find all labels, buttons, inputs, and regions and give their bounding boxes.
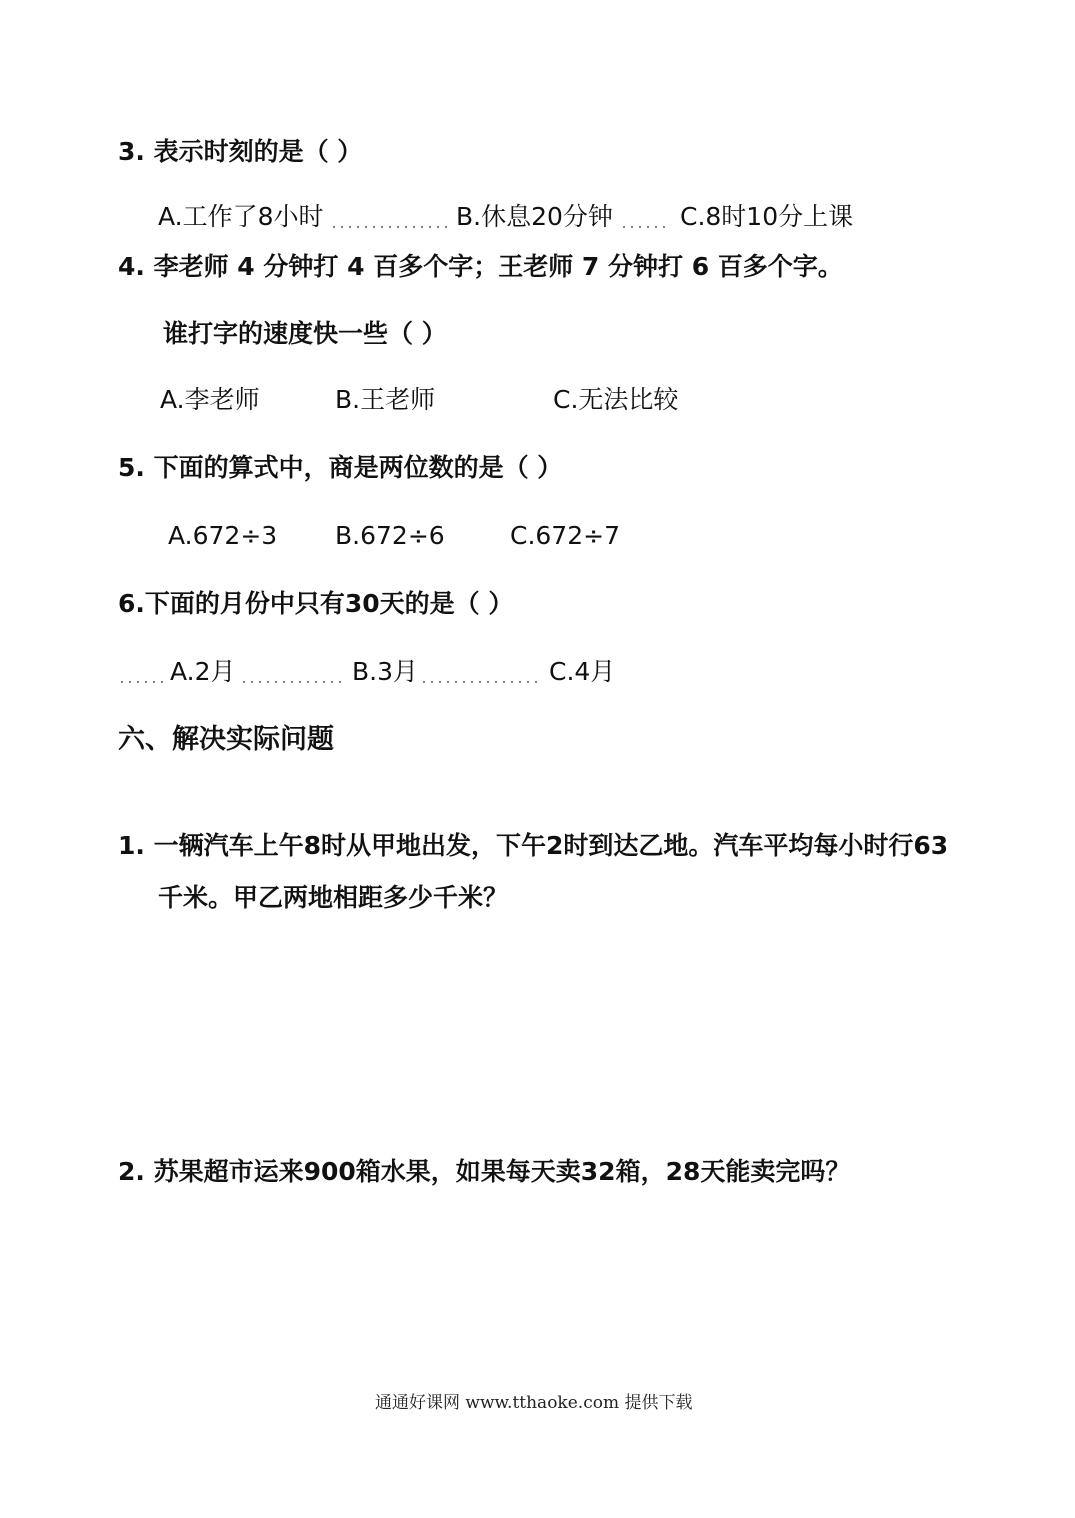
problem-1-line2: 千米。甲乙两地相距多少千米？ <box>158 883 509 912</box>
q5-stem: 5. 下面的算式中，商是两位数的是（ ） <box>118 453 563 482</box>
leader-dots <box>240 681 344 683</box>
q3-option-c: C.8时10分上课 <box>680 202 854 231</box>
q6-option-b: B.3月 <box>352 657 419 686</box>
section-heading: 六、解决实际问题 <box>118 724 334 755</box>
q4-option-a: A.李老师 <box>160 385 260 414</box>
footer-credit: 通通好课网 www.tthaoke.com 提供下载 <box>375 1393 693 1413</box>
q3-stem: 3. 表示时刻的是（ ） <box>118 137 363 166</box>
problem-1-line1: 1. 一辆汽车上午8时从甲地出发，下午2时到达乙地。汽车平均每小时行63 <box>118 831 949 860</box>
q6-option-a: A.2月 <box>170 657 236 686</box>
q4-stem-line1: 4. 李老师 4 分钟打 4 百多个字；王老师 7 分钟打 6 百多个字。 <box>118 252 843 281</box>
q5-option-b: B.672÷6 <box>335 521 445 550</box>
q6-stem: 6.下面的月份中只有30天的是（ ） <box>118 589 514 618</box>
leader-dots <box>620 226 670 228</box>
q4-option-b: B.王老师 <box>335 385 436 414</box>
q5-option-c: C.672÷7 <box>510 521 620 550</box>
q4-stem-line2: 谁打字的速度快一些（ ） <box>163 319 447 348</box>
problem-2: 2. 苏果超市运来900箱水果，如果每天卖32箱，28天能卖完吗？ <box>118 1157 851 1186</box>
leader-dots <box>118 681 166 683</box>
leader-dots <box>420 681 542 683</box>
q3-option-b: B.休息20分钟 <box>456 202 613 231</box>
q6-option-c: C.4月 <box>549 657 616 686</box>
q4-option-c: C.无法比较 <box>553 385 679 414</box>
q5-option-a: A.672÷3 <box>168 521 278 550</box>
q3-option-a: A.工作了8小时 <box>158 202 324 231</box>
leader-dots <box>330 226 448 228</box>
